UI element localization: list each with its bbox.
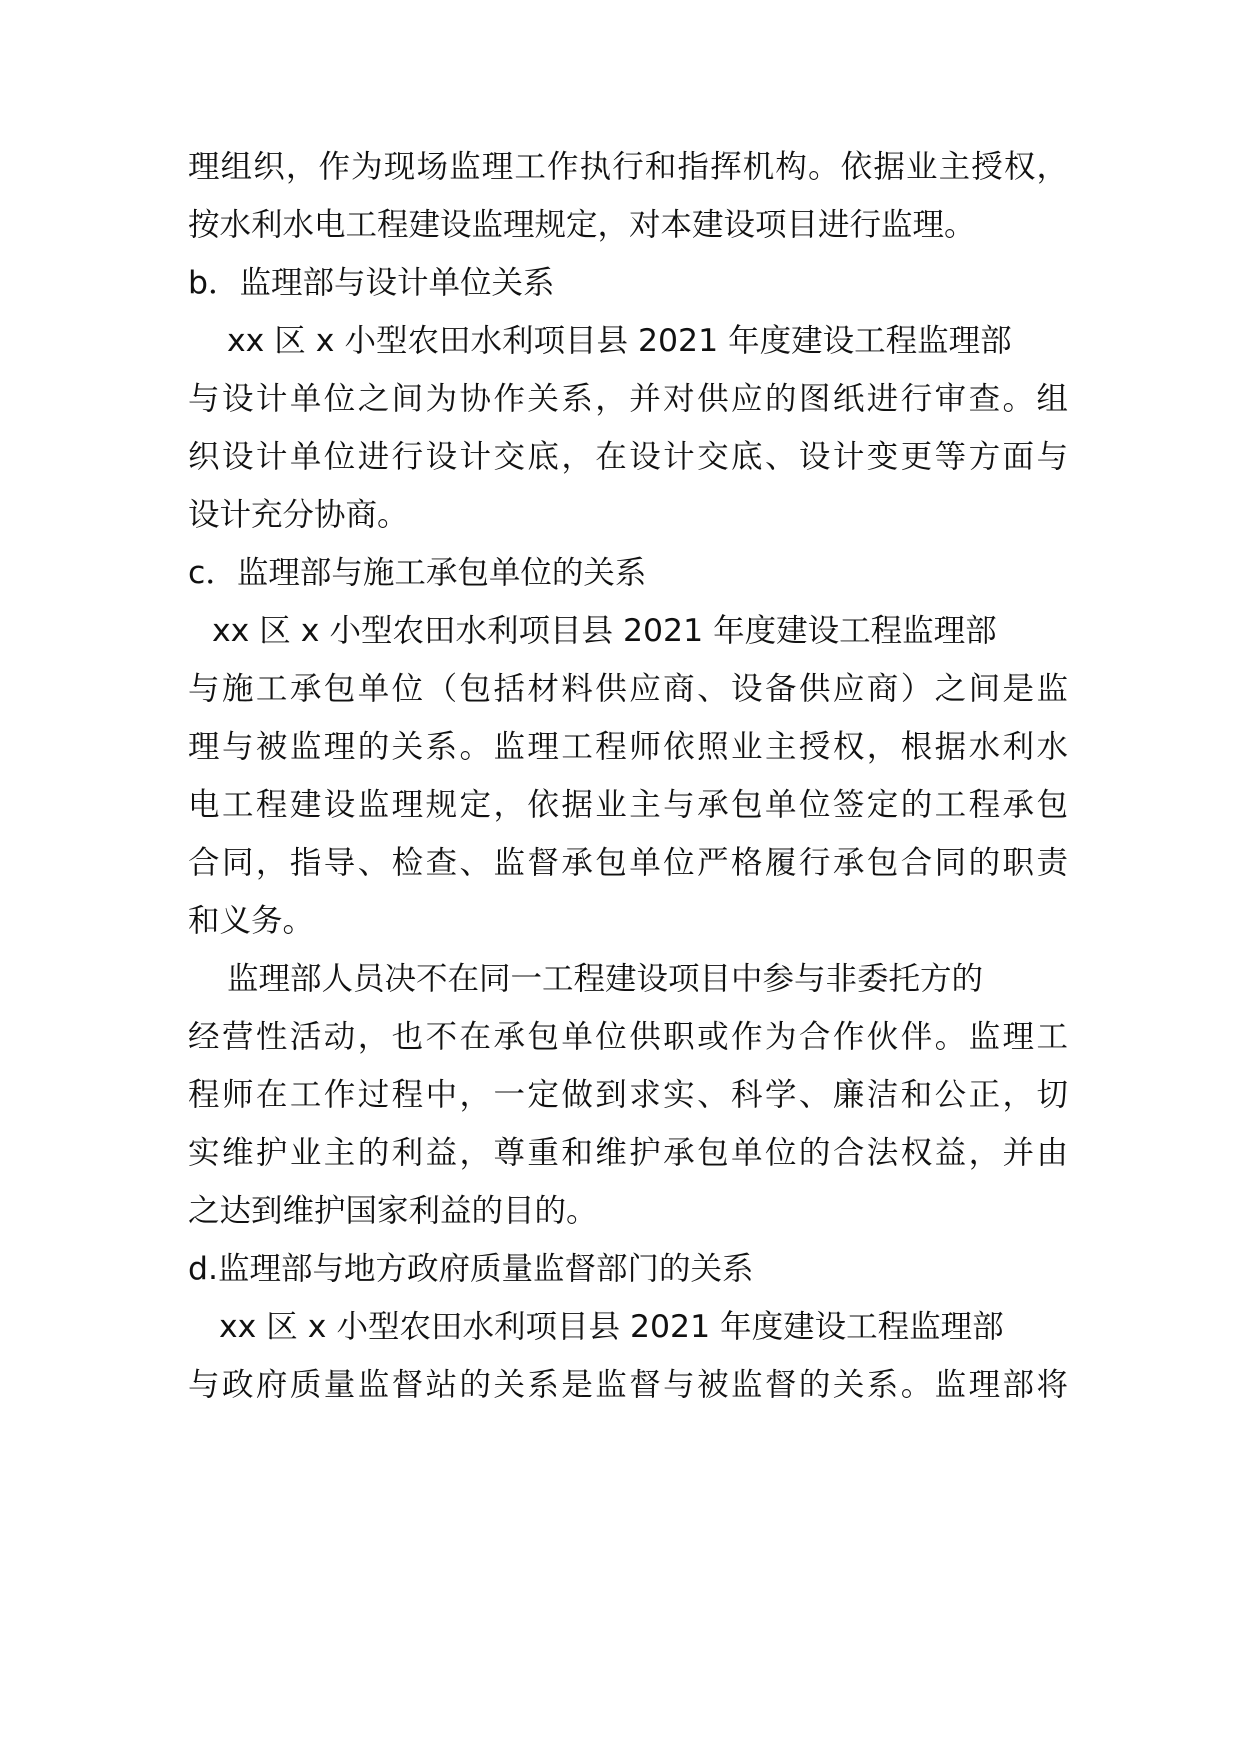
- paragraph-line: 合同，指导、检查、监督承包单位严格履行承包合同的职责: [188, 845, 1068, 881]
- paragraph-line: 理与被监理的关系。监理工程师依照业主授权，根据水利水: [188, 729, 1068, 765]
- paragraph-line: 设计充分协商。: [188, 497, 409, 533]
- section-heading: d.监理部与地方政府质量监督部门的关系: [188, 1251, 754, 1287]
- paragraph-line: 织设计单位进行设计交底，在设计交底、设计变更等方面与: [188, 439, 1068, 475]
- paragraph-line: 按水利水电工程建设监理规定，对本建设项目进行监理。: [188, 207, 976, 243]
- paragraph-line: xx 区 x 小型农田水利项目县 2021 年度建设工程监理部: [212, 613, 997, 649]
- paragraph-line: 程师在工作过程中，一定做到求实、科学、廉洁和公正，切: [188, 1077, 1068, 1113]
- paragraph-line: 理组织，作为现场监理工作执行和指挥机构。依据业主授权，: [188, 149, 1068, 185]
- paragraph-line: xx 区 x 小型农田水利项目县 2021 年度建设工程监理部: [227, 323, 1012, 359]
- paragraph-line: 之达到维护国家利益的目的。: [188, 1193, 598, 1229]
- section-heading: c．监理部与施工承包单位的关系: [188, 555, 647, 591]
- paragraph-line: 实维护业主的利益，尊重和维护承包单位的合法权益，并由: [188, 1135, 1068, 1171]
- paragraph-line: 监理部人员决不在同一工程建设项目中参与非委托方的: [227, 961, 984, 997]
- paragraph-line: 和义务。: [188, 903, 315, 939]
- paragraph-line: 与施工承包单位（包括材料供应商、设备供应商）之间是监: [188, 671, 1068, 707]
- paragraph-line: xx 区 x 小型农田水利项目县 2021 年度建设工程监理部: [219, 1309, 1004, 1345]
- section-heading: b．监理部与设计单位关系: [188, 265, 555, 301]
- paragraph-line: 与设计单位之间为协作关系，并对供应的图纸进行审查。组: [188, 381, 1068, 417]
- paragraph-line: 电工程建设监理规定，依据业主与承包单位签定的工程承包: [188, 787, 1068, 823]
- paragraph-line: 经营性活动，也不在承包单位供职或作为合作伙伴。监理工: [188, 1019, 1068, 1055]
- paragraph-line: 与政府质量监督站的关系是监督与被监督的关系。监理部将: [188, 1367, 1068, 1403]
